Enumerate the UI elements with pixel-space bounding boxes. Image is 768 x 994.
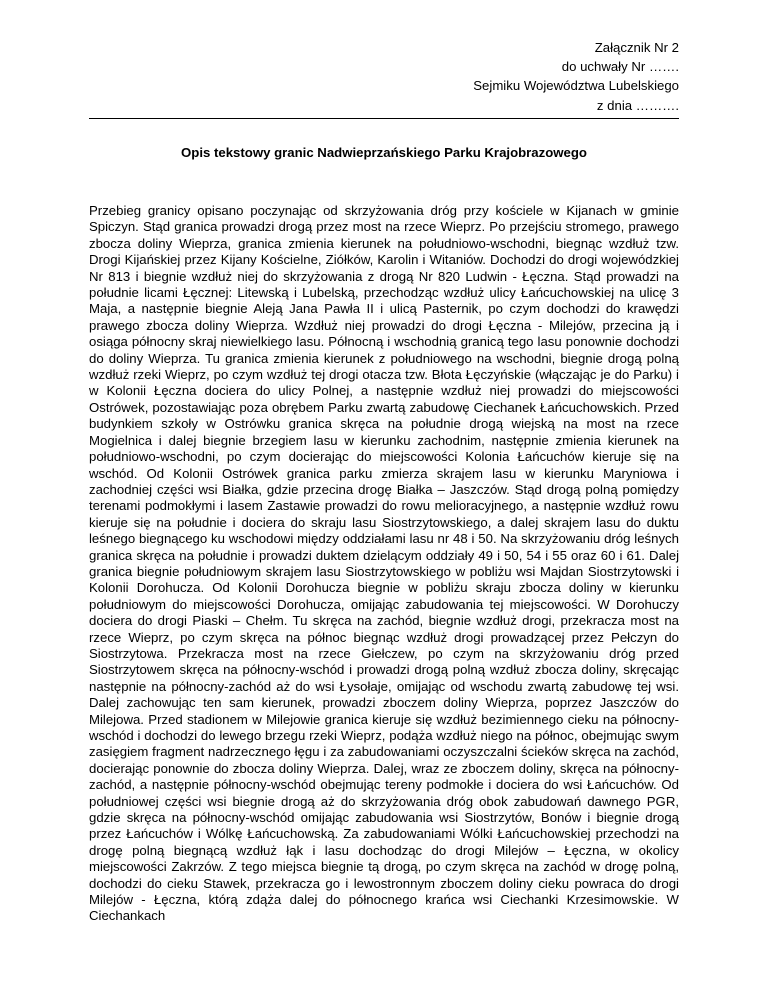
resolution-number: do uchwały Nr ……. <box>561 59 679 75</box>
header-divider <box>89 118 679 119</box>
council-name: Sejmiku Województwa Lubelskiego <box>473 78 679 94</box>
attachment-header <box>473 38 679 115</box>
attachment-number: Załącznik Nr 2 <box>594 40 679 55</box>
boundary-description: Przebieg granicy opisano poczynając od skrzyżowania dróg przy kościele w Kijanach w gminie Spiczyn. Stąd granica prowadzi drogą przez most na rzece Wieprz. Po przejściu stromego, prawego zbocza doliny Wieprza, granica zmienia kierunek na południowo-wschodni, biegnąc wzdłuż tzw. Drogi Kijańskiej przez Kijany Kościelne, Ziółków, Karolin i Witaniów. Dochodzi do drogi wojewódzkiej Nr 813 i biegnie wzdłuż niej do skrzyżowania z drogą Nr 820 Ludwin - Łęczna. Stąd prowadzi na południe licami Łęcznej: Litewską i Lubelską, przechodząc wzdłuż ulicy Łańcuchowskiej na ulicę 3 Maja, a następnie biegnie Aleją Jana Pawła II i ulicą Pasternik, po czym dochodzi do krawędzi prawego zbocza doliny Wieprza. Wzdłuż niej prowadzi do drogi Łęczna - Milejów, przecina ją i osiąga północny skraj niewielkiego lasu. Północną i wschodnią granicą tego lasu ponownie dochodzi do doliny Wieprza. Tu granica zmienia kierunek z południowego na wschodni, biegnie drogą polną wzdłuż rzeki Wieprz, po czym wzdłuż tej drogi otacza tzw. Błota Łęczyńskie (włączając je do Parku) i w Kolonii Łęczna dociera do ulicy Polnej, a następnie wzdłuż niej prowadzi do miejscowości Ostrówek, pozostawiając poza obrębem Parku zwartą zabudowę Ciechanek Łańcuchowskich. Przed budynkiem szkoły w Ostrówku granica skręca na południe drogą wiejską na most na rzece Mogielnica i dalej biegnie brzegiem lasu w kierunku zachodnim, następnie zmienia kierunek na południowo-wschodni, po czym docierając do miejscowości Kolonia Łańcuchów kieruje się na wschód. Od Kolonii Ostrówek granica parku zmierza skrajem lasu w kierunku Maryniowa i zachodniej części wsi Białka, gdzie przecina drogę Białka – Jaszczów. Stąd drogą polną pomiędzy terenami podmokłymi i lasem Zastawie prowadzi do rowu melioracyjnego, a następnie wzdłuż rowu kieruje się na południe i dociera do skraju lasu Siostrzytowskiego, a dalej skrajem lasu do duktu leśnego biegnącego ku wschodowi między oddziałami lasu nr 48 i 50. Na skrzyżowaniu dróg leśnych granica skręca na południe i prowadzi duktem dzielącym oddziały 49 i 50, 54 i 55 oraz 60 i 61. Dalej granica biegnie południowym skrajem lasu Siostrzytowskiego w pobliżu wsi Majdan Siostrzytowski i Kolonii Dorohucza. Od Kolonii Dorohucza biegnie w pobliżu skraju zbocza doliny w kierunku południowym do miejscowości Dorohucza, omijając zabudowania tej miejscowości. W Dorohuczy dociera do drogi Piaski – Chełm. Tu skręca na zachód, biegnie wzdłuż drogi, przekracza most na rzece Wieprz, po czym skręca na północ biegnąc wzdłuż drogi prowadzącej przez Pełczyn do Siostrzytowa. Przekracza most na rzece Giełczew, po czym na skrzyżowaniu dróg przed Siostrzytowem skręca na północny-wschód i prowadzi drogą polną wzdłuż zbocza doliny, skręcając następnie na północny-zachód aż do wsi Łysołaje, omijając od wschodu zwartą zabudowę tej wsi. Dalej zachowując ten sam kierunek, prowadzi zboczem doliny Wieprza, poprzez Jaszczów do Milejowa. Przed stadionem w Milejowie granica kieruje się wzdłuż bezimiennego cieku na północny-wschód i dochodzi do lewego brzegu rzeki Wieprz, podąża wzdłuż niego na północ, obejmując swym zasięgiem fragment nadrzecznego łęgu i za zabudowaniami oczyszczalni ścieków skręca na zachód, docierając ponownie do zbocza doliny Wieprza. Dalej, wraz ze zboczem doliny, skręca na północny-zachód, a następnie północny-wschód obejmując tereny podmokłe i dociera do wsi Łańcuchów. Od południowej części wsi biegnie drogą aż do skrzyżowania dróg obok zabudowań dawnego PGR, gdzie skręca na północny-wschód omijając zabudowania wsi Siostrzytów, Bonów i biegnie drogą przez Łańcuchów i Wólkę Łańcuchowską. Za zabudowaniami Wólki Łańcuchowskiej przechodzi na drogę polną biegnącą wzdłuż łąk i lasu dochodząc do drogi Milejów – Łęczna, w okolicy miejscowości Zakrzów. Z tego miejsca biegnie tą drogą, po czym skręca na zachód w drogę polną, dochodzi do cieku Stawek, przekracza go i lewostronnym zboczem doliny cieku powraca do drogi Milejów - Łęczna, którą zdąża dalej do północnego krańca wsi Ciechanki Krzesimowskie. W Ciechankach <box>89 203 679 924</box>
document-title: Opis tekstowy granic Nadwieprzańskiego Parku Krajobrazowego <box>181 145 587 160</box>
resolution-date: z dnia ………. <box>596 97 679 113</box>
